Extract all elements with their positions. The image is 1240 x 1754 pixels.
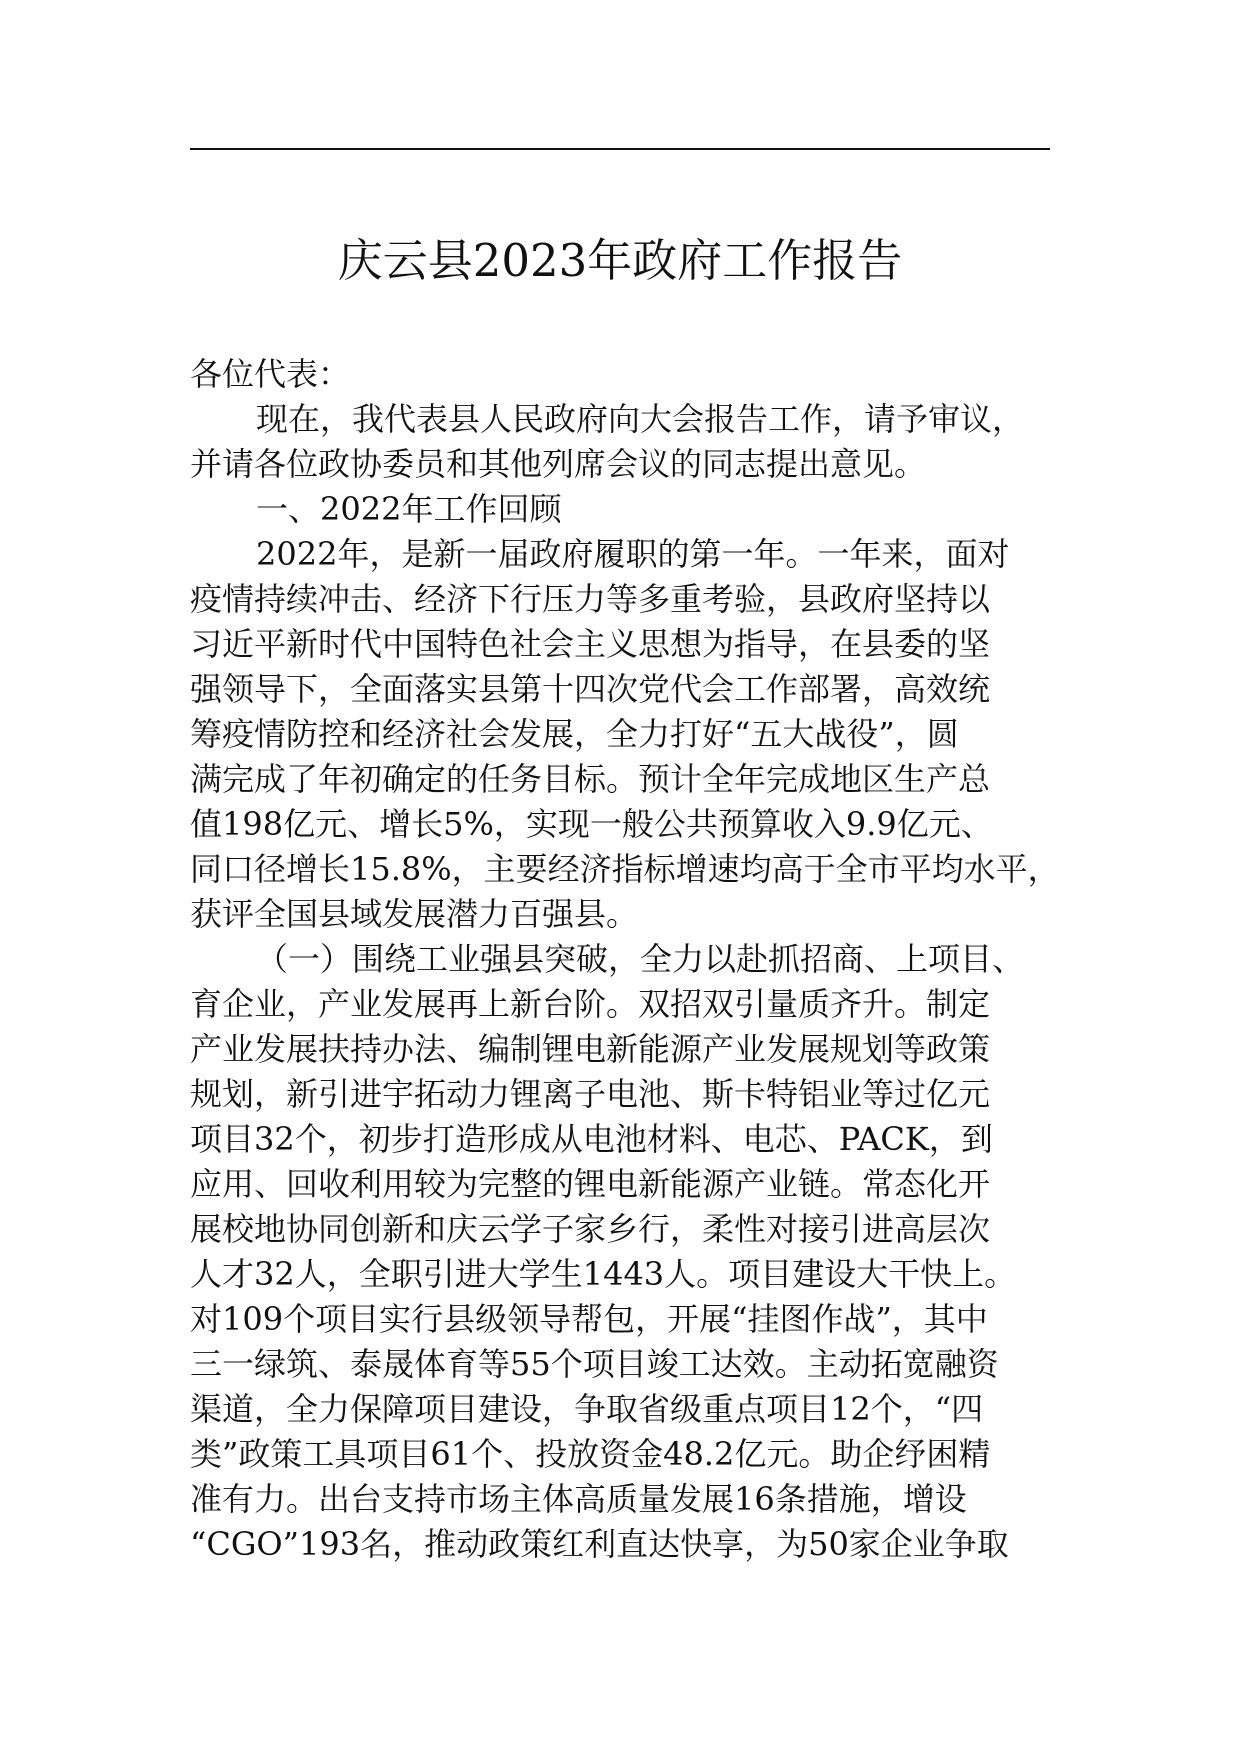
text-line: 产业发展扶持办法、编制锂电新能源产业发展规划等政策 [190,1030,991,1068]
document-title: 庆云县2023年政府工作报告 [337,234,903,287]
text-line: 疫情持续冲击、经济下行压力等多重考验，县政府坚持以 [190,580,991,618]
text-line: 满完成了年初确定的任务目标。预计全年完成地区生产总 [190,760,991,798]
text-line: 一、2022年工作回顾 [256,490,562,528]
text-line: 人才32人，全职引进大学生1443人。项目建设大干快上。 [190,1255,1017,1293]
text-line: 值198亿元、增长5%，实现一般公共预算收入9.9亿元、 [190,805,993,843]
text-line: 准有力。出台支持市场主体高质量发展16条措施，增设 [190,1480,967,1518]
text-line: （一）围绕工业强县突破，全力以赴抓招商、上项目、 [256,940,1025,978]
text-line: 项目32个，初步打造形成从电池材料、电芯、PACK，到 [190,1120,993,1158]
text-line: 规划，新引进宇拓动力锂离子电池、斯卡特铝业等过亿元 [190,1075,991,1113]
document-body [190,352,1090,1567]
header-rule [190,148,1050,150]
text-line: 筹疫情防控和经济社会发展，全力打好“五大战役”，圆 [190,715,959,753]
text-line: 获评全国县域发展潜力百强县。 [190,895,639,933]
text-line: 育企业，产业发展再上新台阶。双招双引量质齐升。制定 [190,985,991,1023]
text-line: “CGO”193名，推动政策红利直达快享，为50家企业争取 [190,1525,1009,1563]
text-line: 应用、回收利用较为完整的锂电新能源产业链。常态化开 [190,1165,991,1203]
text-line: 各位代表： [190,355,351,393]
text-line: 2022年，是新一届政府履职的第一年。一年来，面对 [256,535,1010,573]
text-line: 现在，我代表县人民政府向大会报告工作，请予审议， [256,400,1025,438]
text-line: 强领导下，全面落实县第十四次党代会工作部署，高效统 [190,670,991,708]
text-line: 类”政策工具项目61个、投放资金48.2亿元。助企纾困精 [190,1435,991,1473]
text-line: 对109个项目实行县级领导帮包，开展“挂图作战”，其中 [190,1300,988,1338]
text-line: 展校地协同创新和庆云学子家乡行，柔性对接引进高层次 [190,1210,991,1248]
text-line: 同口径增长15.8%，主要经济指标增速均高于全市平均水平， [190,850,1060,888]
text-line: 三一绿筑、泰晟体育等55个项目竣工达效。主动拓宽融资 [190,1345,999,1383]
text-line: 习近平新时代中国特色社会主义思想为指导，在县委的坚 [190,625,991,663]
text-line: 渠道，全力保障项目建设，争取省级重点项目12个，“四 [190,1390,984,1428]
text-line: 并请各位政协委员和其他列席会议的同志提出意见。 [190,445,927,483]
